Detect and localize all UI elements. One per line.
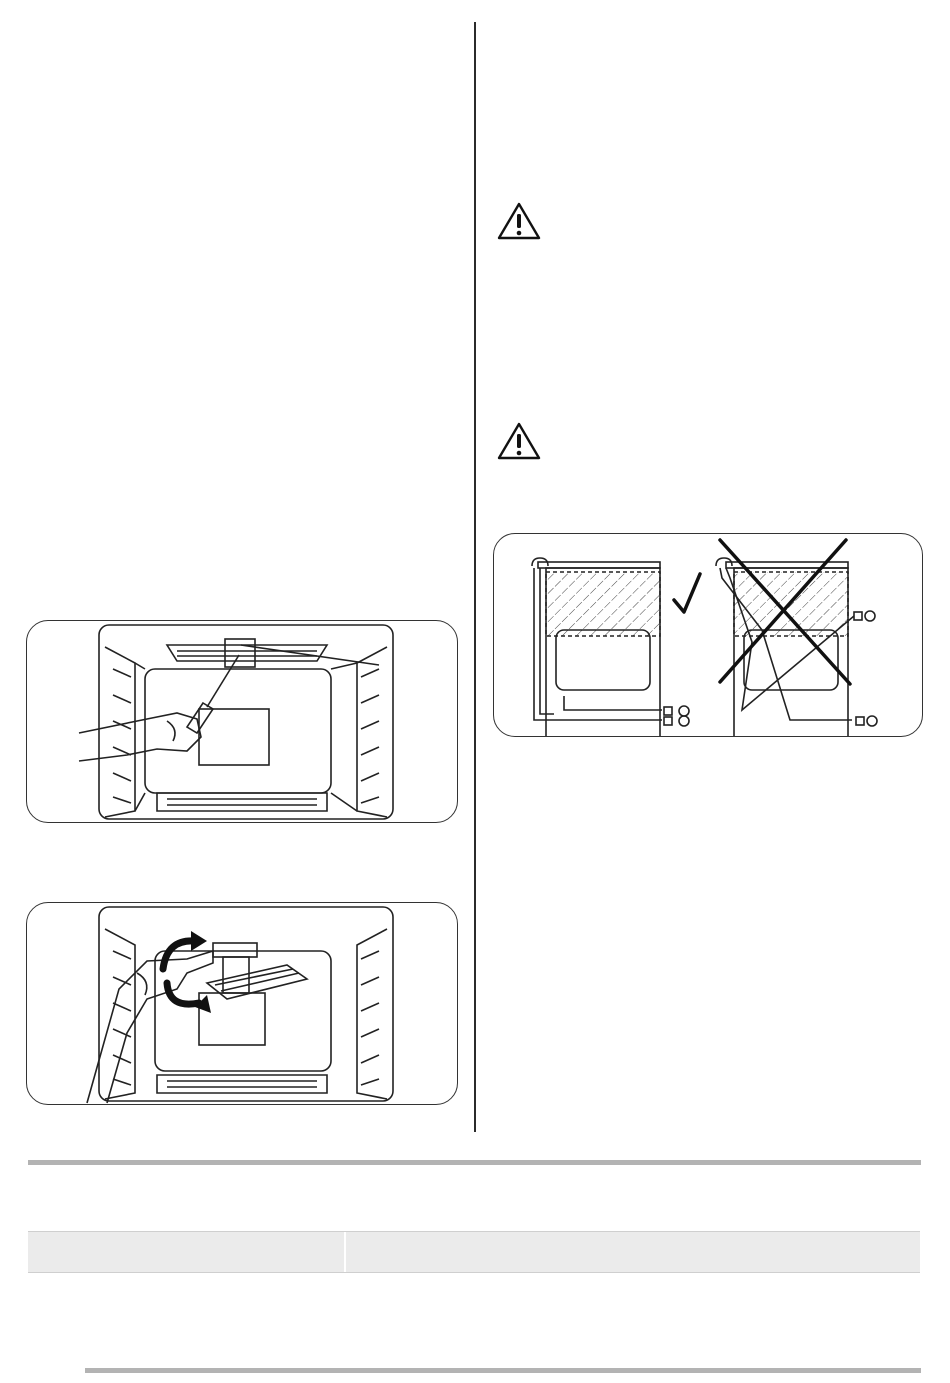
footer-rule [85,1368,921,1373]
column-divider [474,22,476,1132]
oven-rotate-illustration [27,903,458,1105]
figure-cable-routing [493,533,923,737]
oven-interior-illustration [27,621,458,823]
section-rule [28,1160,921,1165]
figure-oven-rotate [26,902,458,1105]
table-header-cell [346,1232,920,1272]
table-header [28,1231,920,1273]
checkmark-icon [674,574,700,612]
warning-triangle-icon [496,201,542,241]
figure-oven-screwdriver [26,620,458,823]
table-header-cell [28,1232,344,1272]
warning-triangle-icon [496,421,542,461]
cable-routing-illustration [494,534,923,737]
